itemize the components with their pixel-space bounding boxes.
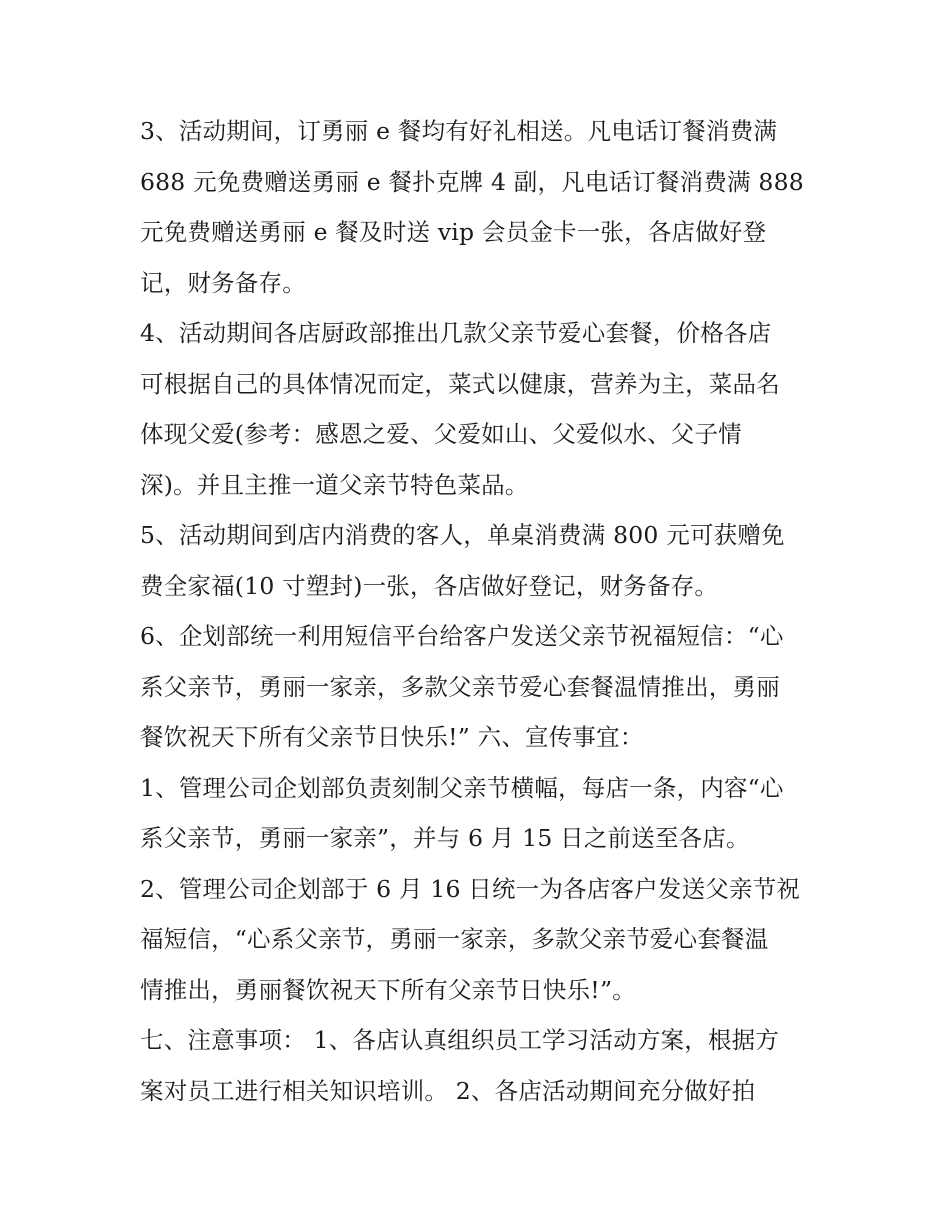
text-line: 记，财务备存。 — [140, 268, 306, 297]
text-line: 费全家福(10 寸塑封)一张，各店做好登记，财务备存。 — [140, 571, 719, 600]
text-line: 情推出，勇丽餐饮祝天下所有父亲节日快乐!”。 — [140, 975, 636, 1004]
text-line: 3、活动期间，订勇丽 e 餐均有好礼相送。凡电话订餐消费满 — [140, 117, 778, 145]
text-line: 4、活动期间各店厨政部推出几款父亲节爱心套餐，价格各店 — [140, 319, 772, 347]
document-body — [140, 106, 820, 1116]
text-line: 餐饮祝天下所有父亲节日快乐!” 六、宣传事宜： — [140, 723, 644, 751]
text-line: 2、管理公司企划部于 6 月 16 日统一为各店客户发送父亲节祝 — [140, 874, 801, 903]
text-line: 688 元免费赠送勇丽 e 餐扑克牌 4 副，凡电话订餐消费满 888 — [140, 167, 804, 196]
text-line: 系父亲节，勇丽一家亲”，并与 6 月 15 日之前送至各店。 — [140, 824, 750, 852]
text-line: 1、管理公司企划部负责刻制父亲节横幅，每店一条，内容“心 — [140, 773, 784, 802]
text-line: 深)。并且主推一道父亲节特色菜品。 — [140, 470, 529, 499]
text-line: 福短信，“心系父亲节，勇丽一家亲，多款父亲节爱心套餐温 — [140, 925, 769, 953]
text-line: 系父亲节，勇丽一家亲，多款父亲节爱心套餐温情推出，勇丽 — [140, 672, 780, 701]
text-line: 七、注意事项： 1、各店认真组织员工学习活动方案，根据方 — [140, 1026, 780, 1054]
text-line: 元免费赠送勇丽 e 餐及时送 vip 会员金卡一张，各店做好登 — [140, 218, 767, 246]
text-line: 案对员工进行相关知识培训。 2、各店活动期间充分做好拍 — [140, 1076, 756, 1105]
text-line: 可根据自己的具体情况而定，菜式以健康，营养为主，菜品名 — [140, 369, 780, 398]
text-line: 体现父爱(参考：感恩之爱、父爱如山、父爱似水、父子情 — [140, 420, 742, 448]
text-line: 6、企划部统一利用短信平台给客户发送父亲节祝福短信：“心 — [140, 622, 784, 650]
text-line: 5、活动期间到店内消费的客人，单桌消费满 800 元可获赠免 — [140, 521, 785, 549]
